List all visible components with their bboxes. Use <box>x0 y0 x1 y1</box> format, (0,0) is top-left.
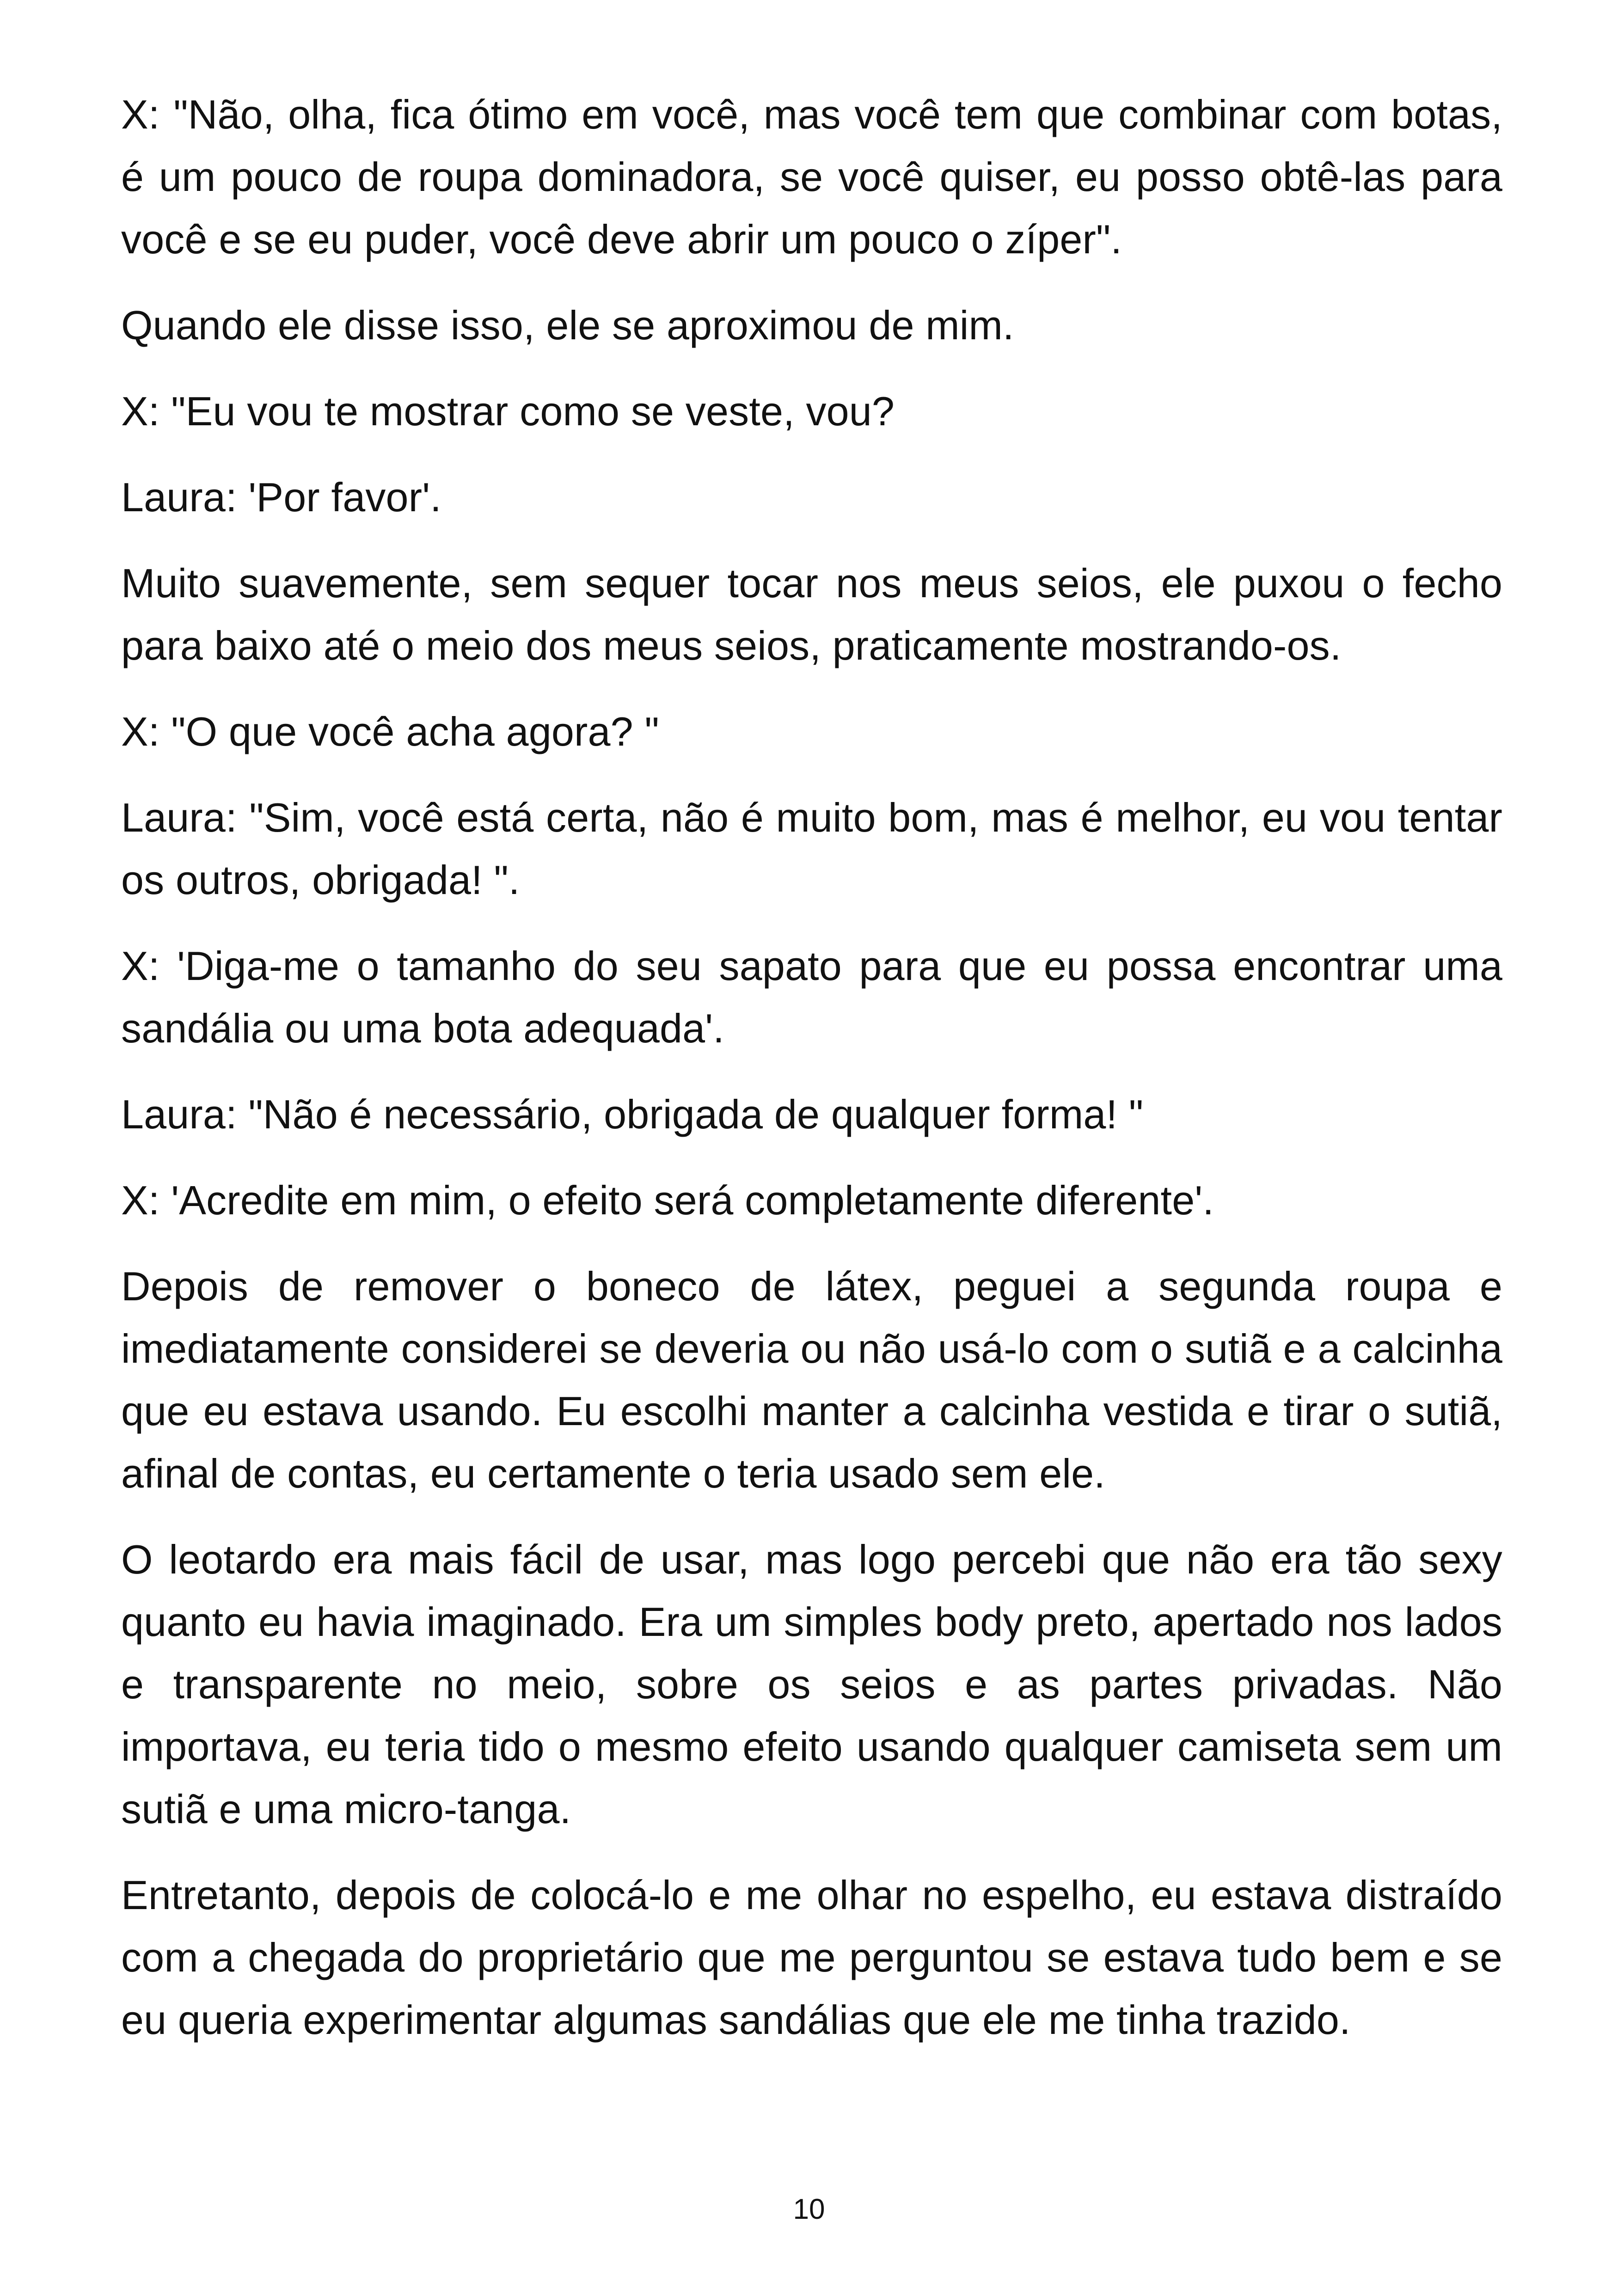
paragraph-6: X: "O que você acha agora? " <box>121 709 659 754</box>
paragraph-8: X: 'Diga-me o tamanho do seu sapato para que eu possa encontrar uma sandália ou uma bota adequada'. <box>121 943 1502 1051</box>
paragraph-12: O leotardo era mais fácil de usar, mas logo percebi que não era tão sexy quanto eu havia imaginado. Era um simples body preto, apertado nos lados e transparente no meio, sobre os seios e as partes privadas. Não importava, eu teria tido o mesmo efeito usando qualquer camiseta sem um sutiã e uma micro-tanga. <box>121 1537 1502 1832</box>
paragraph-2: Quando ele disse isso, ele se aproximou de mim. <box>121 302 1014 348</box>
paragraph-13: Entretanto, depois de colocá-lo e me olhar no espelho, eu estava distraído com a chegada do proprietário que me perguntou se estava tudo bem e se eu queria experimentar algumas sandálias que ele me tinha trazido. <box>121 1872 1502 2043</box>
page-number: 10 <box>793 2193 825 2225</box>
paragraph-5: Muito suavemente, sem sequer tocar nos meus seios, ele puxou o fecho para baixo até o meio dos meus seios, praticamente mostrando-os. <box>121 560 1502 668</box>
paragraph-11: Depois de remover o boneco de látex, peguei a segunda roupa e imediatamente considerei se deveria ou não usá-lo com o sutiã e a calcinha que eu estava usando. Eu escolhi manter a calcinha vestida e tirar o sutiã, afinal de contas, eu certamente o teria usado sem ele. <box>121 1263 1502 1496</box>
paragraph-7: Laura: "Sim, você está certa, não é muito bom, mas é melhor, eu vou tentar os outros, obrigada! ". <box>121 795 1502 903</box>
paragraph-3: X: "Eu vou te mostrar como se veste, vou? <box>121 388 895 434</box>
body-text <box>121 83 1502 2075</box>
paragraph-1: X: "Não, olha, fica ótimo em você, mas você tem que combinar com botas, é um pouco de roupa dominadora, se você quiser, eu posso obtê-las para você e se eu puder, você deve abrir um pouco o zíper". <box>121 92 1502 262</box>
paragraph-4: Laura: 'Por favor'. <box>121 474 441 520</box>
paragraph-10: X: 'Acredite em mim, o efeito será completamente diferente'. <box>121 1177 1214 1223</box>
paragraph-9: Laura: "Não é necessário, obrigada de qualquer forma! " <box>121 1091 1144 1137</box>
